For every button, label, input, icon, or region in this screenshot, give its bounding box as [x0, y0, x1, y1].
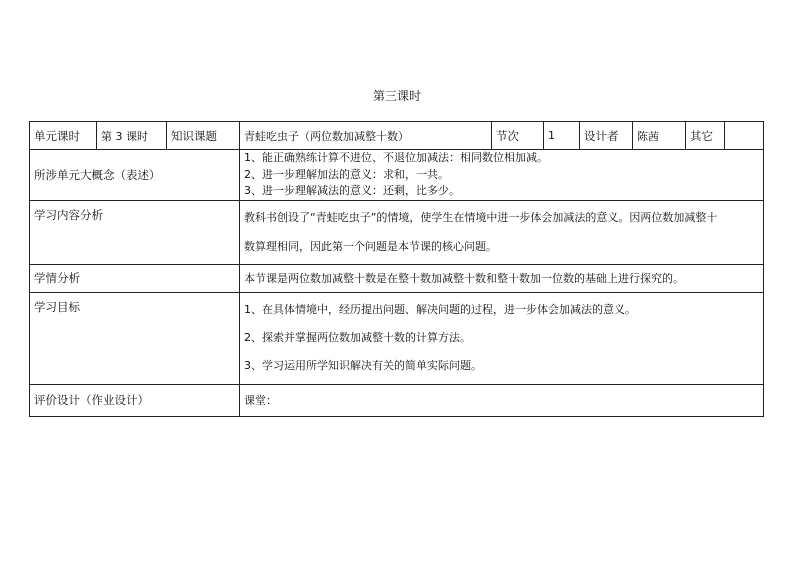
lesson-plan-table — [29, 121, 764, 417]
evaluation-label: 评价设计（作业设计） — [30, 384, 240, 416]
content-analysis-label: 学习内容分析 — [30, 200, 240, 264]
topic-label: 知识课题 — [167, 122, 240, 150]
learning-goals-label: 学习目标 — [30, 292, 240, 384]
goal-line: 2、探索并掌握两位数加减整十数的计算方法。 — [244, 331, 471, 344]
concept-line: 1、能正确熟练计算不进位、不退位加减法：相同数位相加减。 — [244, 151, 548, 164]
other-label: 其它 — [686, 122, 725, 150]
section-label: 节次 — [492, 122, 544, 150]
concept-line: 3、进一步理解减法的意义：还剩，比多少。 — [244, 184, 460, 197]
page-title: 第三课时 — [372, 89, 421, 103]
content-line: 数算理相同，因此第一个问题是本节课的核心问题。 — [244, 240, 497, 253]
evaluation-text: 课堂： — [240, 384, 764, 416]
other-value — [725, 122, 764, 150]
content-line: 教科书创设了“青蛙吃虫子”的情境，使学生在情境中进一步体会加减法的意义。因两位数加减整十 — [244, 211, 718, 224]
learner-analysis-text: 本节课是两位数加减整十数是在整十数加减整十数和整十数加一位数的基础上进行探究的。 — [240, 264, 764, 292]
goal-line: 3、学习运用所学知识解决有关的简单实际问题。 — [244, 359, 482, 372]
content-analysis-text — [240, 200, 764, 264]
section-value: 1 — [544, 122, 580, 150]
designer-value: 陈茜 — [633, 122, 686, 150]
unit-hour-value: 第 3 课时 — [97, 122, 167, 150]
content-analysis-row — [30, 200, 764, 264]
evaluation-row — [30, 384, 764, 416]
topic-value: 青蛙吃虫子（两位数加减整十数） — [240, 122, 492, 150]
designer-label: 设计者 — [580, 122, 633, 150]
concept-line: 2、进一步理解加法的意义：求和，一共。 — [244, 167, 449, 181]
concept-content — [240, 150, 764, 201]
learner-analysis-label: 学情分析 — [30, 264, 240, 292]
goal-line: 1、在具体情境中，经历提出问题、解决问题的过程，进一步体会加减法的意义。 — [244, 303, 636, 316]
header-row — [30, 122, 764, 150]
learning-goals-content — [240, 292, 764, 384]
learning-goals-row — [30, 292, 764, 384]
learner-analysis-row — [30, 264, 764, 292]
unit-hour-label: 单元课时 — [30, 122, 97, 150]
concept-row — [30, 150, 764, 201]
concept-label: 所涉单元大概念（表述） — [30, 150, 240, 201]
